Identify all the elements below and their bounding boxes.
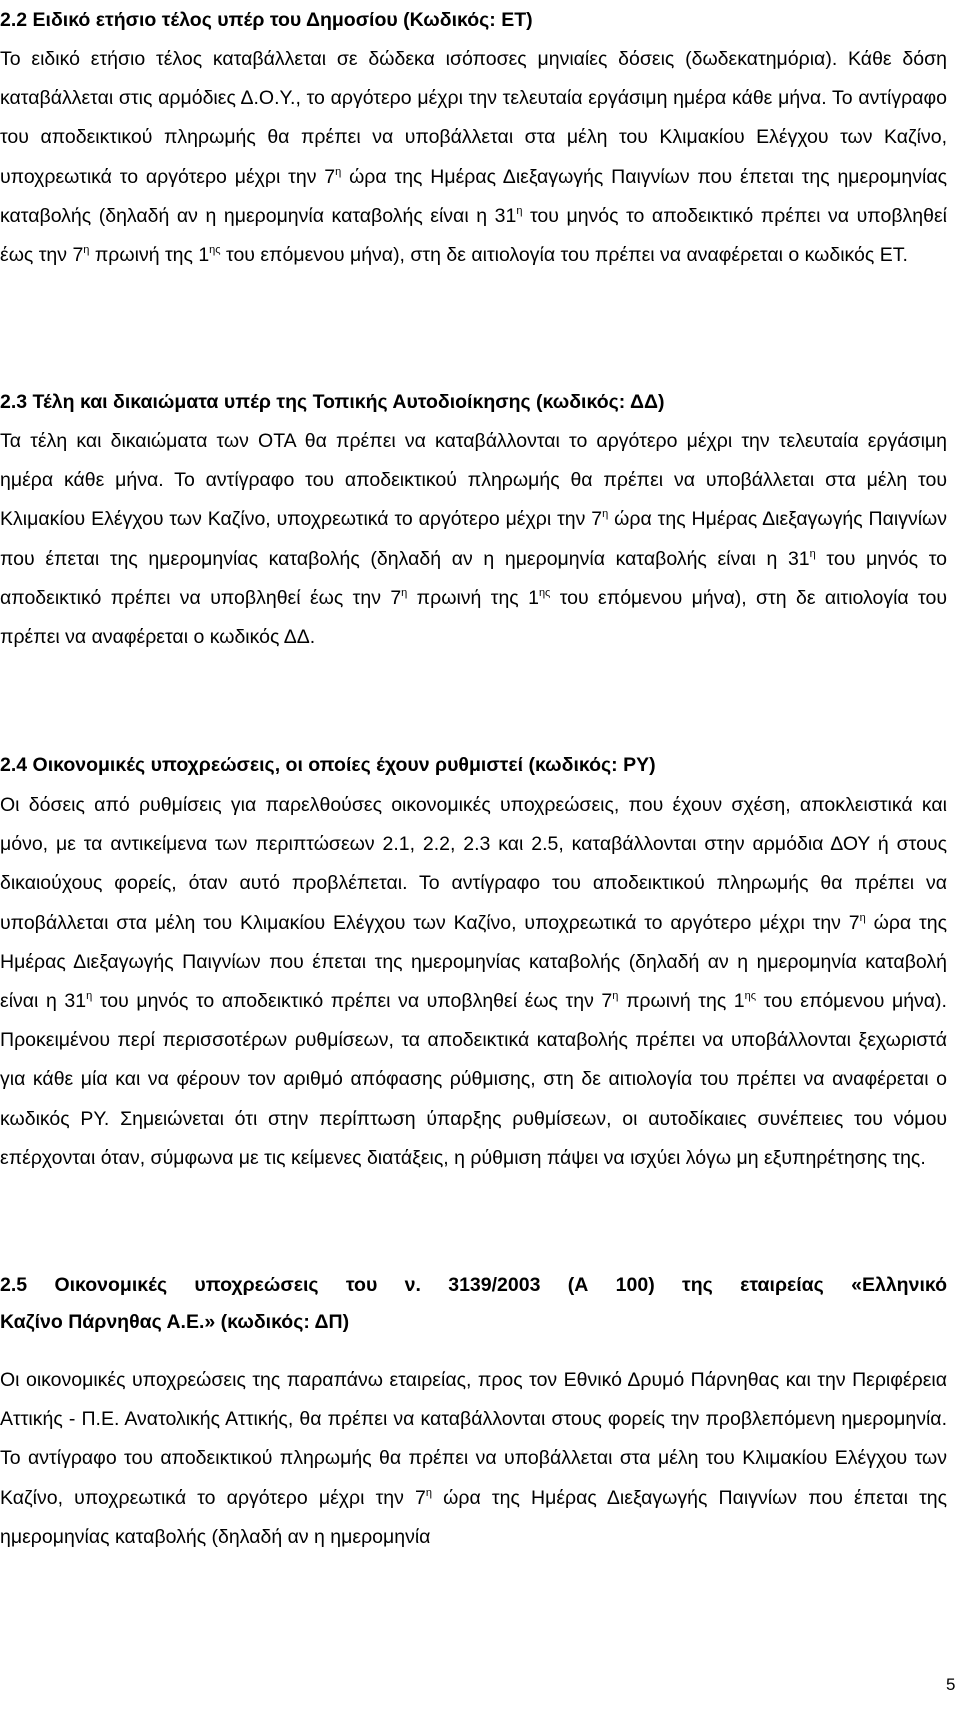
- section-2-3-heading: 2.3 Τέλη και δικαιώματα υπέρ της Τοπικής Αυτοδιοίκησης (κωδικός: ΔΔ): [0, 391, 665, 413]
- section-2-3-paragraph: Τα τέλη και δικαιώματα των ΟΤΑ θα πρέπει να καταβάλλονται το αργότερο μέχρι την τελευταία εργάσιμη ημέρα κάθε μήνα. Το αντίγραφο του αποδεικτικού πληρωμής θα πρέπει να υποβάλλεται στα μέλη του Κλιμακίου Ελέγχου των Καζίνο, υποχρεωτικά το αργότερο μέχρι την $7^\eta$ ώρα της Ημέρας Διεξαγωγής Παιγνίων που έπεται της ημερομηνίας καταβολής (δηλαδή αν η ημερομηνία καταβολής είναι η $31^\eta$ του μηνός το αποδεικτικό πρέπει να υποβληθεί έως την $7^\eta$ πρωινή της $1^{\eta\varsigma}$ του επόμενου μήνα), στη δε αιτιολογία του πρέπει να αναφέρεται ο κωδικός ΔΔ.: [0, 430, 948, 649]
- section-2-2-paragraph: Το ειδικό ετήσιο τέλος καταβάλλεται σε δώδεκα ισόποσες μηνιαίες δόσεις (δωδεκατημόρια). Κάθε δόση καταβάλλεται στις αρμόδιες Δ.Ο.Υ., το αργότερο μέχρι την τελευταία εργάσιμη ημέρα κάθε μήνα. Το αντίγραφο του αποδεικτικού πληρωμής θα πρέπει να υποβάλλεται στα μέλη του Κλιμακίου Ελέγχου των Καζίνο, υποχρεωτικά το αργότερο μέχρι την $7^\eta$ ώρα της Ημέρας Διεξαγωγής Παιγνίων που έπεται της ημερομηνίας καταβολής (δηλαδή αν η ημερομηνία καταβολής είναι η $31^\eta$ του μηνός το αποδεικτικό πρέπει να υποβληθεί έως την $7^\eta$ πρωινή της $1^{\eta\varsigma}$ του επόμενου μήνα), στη δε αιτιολογία του πρέπει να αναφέρεται ο κωδικός ΕΤ.: [0, 48, 948, 267]
- section-2-5-paragraph: Οι οικονομικές υποχρεώσεις της παραπάνω εταιρείας, προς τον Εθνικό Δρυμό Πάρνηθας και την Περιφέρεια Αττικής - Π.Ε. Ανατολικής Αττικής, θα πρέπει να καταβάλλονται στους φορείς την προβλεπόμενη ημερομηνία. Το αντίγραφο του αποδεικτικού πληρωμής θα πρέπει να υποβάλλεται στα μέλη του Κλιμακίου Ελέγχου των Καζίνο, υποχρεωτικά το αργότερο μέχρι την $7^\eta$ ώρα της Ημέρας Διεξαγωγής Παιγνίων που έπεται της ημερομηνίας καταβολής (δηλαδή αν η ημερομηνία: [0, 1369, 948, 1548]
- page-number: 5: [946, 1675, 956, 1694]
- section-2-4-heading: 2.4 Οικονομικές υποχρεώσεις, οι οποίες έχουν ρυθμιστεί (κωδικός: ΡΥ): [0, 754, 656, 776]
- section-2-4-paragraph: Οι δόσεις από ρυθμίσεις για παρελθούσες οικονομικές υποχρεώσεις, που έχουν σχέση, αποκλειστικά και μόνο, με τα αντικείμενα των περιπτώσεων 2.1, 2.2, 2.3 και 2.5, καταβάλλονται στην αρμόδια ΔΟΥ ή στους δικαιούχους φορείς, όταν αυτό προβλέπεται. Το αντίγραφο του αποδεικτικού πληρωμής θα πρέπει να υποβάλλεται στα μέλη του Κλιμακίου Ελέγχου των Καζίνο, υποχρεωτικά το αργότερο μέχρι την $7^\eta$ ώρα της Ημέρας Διεξαγωγής Παιγνίων που έπεται της ημερομηνίας καταβολής (δηλαδή αν η ημερομηνία καταβολή είναι η $31^\eta$ του μηνός το αποδεικτικό πρέπει να υποβληθεί έως την $7^\eta$ πρωινή της $1^{\eta\varsigma}$ του επόμενου μήνα). Προκειμένου περί περισσοτέρων ρυθμίσεων, τα αποδεικτικά καταβολής πρέπει να υποβάλλονται ξεχωριστά για κάθε μία και να φέρουν τον αριθμό απόφασης ρύθμισης, στη δε αιτιολογία του πρέπει να αναφέρεται ο κωδικός ΡΥ. Σημειώνεται ότι στην περίπτωση ύπαρξης ρυθμίσεων, οι αυτοδίκαιες συνέπειες του νόμου επέρχονται όταν, σύμφωνα με τις κείμενες διατάξεις, η ρύθμιση πάψει να ισχύει λόγω μη εξυπηρέτησης της.: [0, 794, 948, 1169]
- section-2-2-heading: 2.2 Ειδικό ετήσιο τέλος υπέρ του Δημοσίου (Κωδικός: ΕΤ): [0, 9, 533, 31]
- section-2-5-heading-line2: Καζίνο Πάρνηθας Α.Ε.» (κωδικός: ΔΠ): [0, 1311, 350, 1333]
- section-2-5-heading-line1: 2.5 Οικονομικές υποχρεώσεις του ν. 3139/2003 (Α 100) της εταιρείας «Ελληνικό: [0, 1274, 947, 1296]
